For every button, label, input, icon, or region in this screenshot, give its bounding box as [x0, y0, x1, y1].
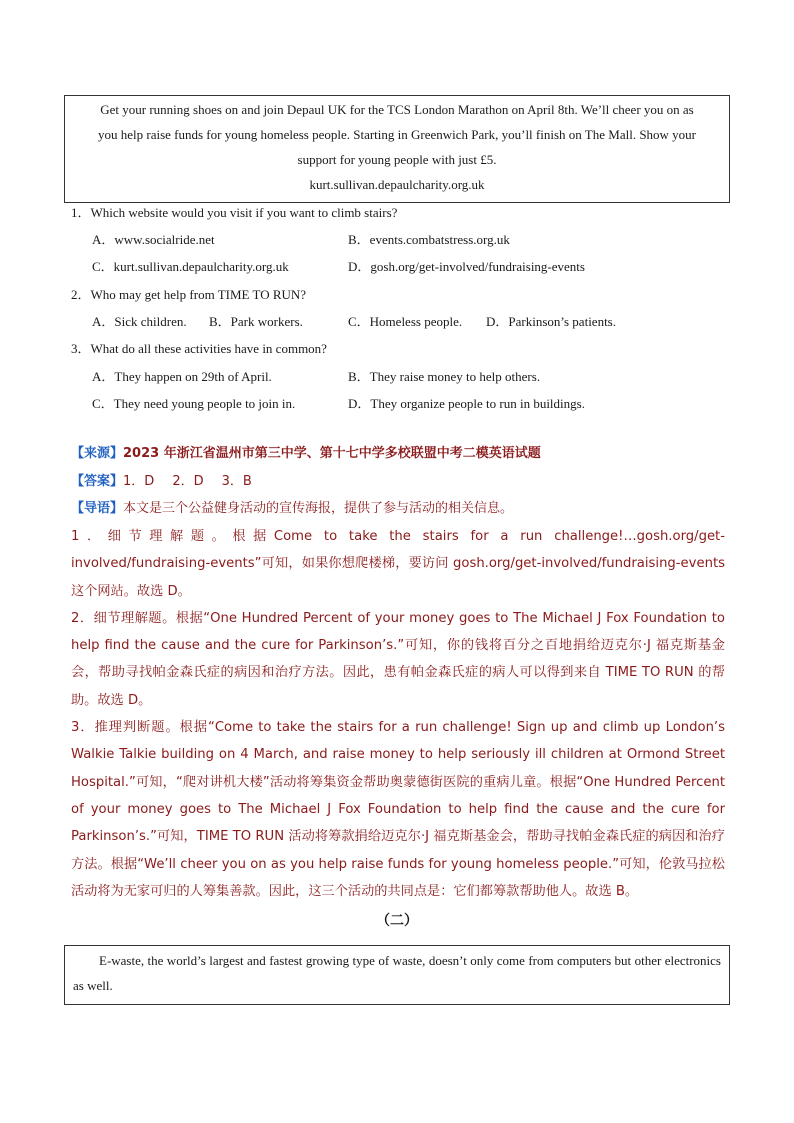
source-tag: 【来源】: [71, 446, 124, 461]
guide-text: 本文是三个公益健身活动的宣传海报，提供了参与活动的相关信息。: [123, 501, 514, 516]
question-1-option-c: C．kurt.sullivan.depaulcharity.org.uk: [92, 259, 289, 274]
guide-tag: 【导语】: [71, 501, 124, 516]
analysis-block: [71, 523, 725, 905]
question-3-option-a: A．They happen on 29th of April.: [92, 369, 272, 384]
question-2-option-c: C．Homeless people.: [348, 314, 463, 329]
question-3-option-d: D．They organize people to run in buildings.: [348, 396, 585, 411]
passage-text: E-waste, the world’s largest and fastest growing type of waste, doesn’t only come from computers but other electronics as well.: [73, 953, 721, 993]
answer-item-1: 1．D: [123, 474, 155, 489]
question-1-stem: 1．Which website would you visit if you want to climb stairs?: [71, 205, 398, 220]
question-2-option-b: B．Park workers.: [209, 314, 303, 329]
question-3-option-b: B．They raise money to help others.: [348, 369, 541, 384]
question-2-option-d: D．Parkinson’s patients.: [486, 314, 616, 329]
analysis-item-1: 1．细节理解题。根据Come to take the stairs for a run challenge!…gosh.org/get-involved/fundraising-events”可知，如果你想爬楼梯，要访问 gosh.org/get-involved/fundraising-events 这个网站。故选 D。: [71, 529, 725, 599]
ad-line-1: Get your running shoes on and join Depaul UK for the TCS London Marathon on April 8th. We’ll cheer you on as: [100, 102, 694, 117]
guide-line: [71, 500, 513, 518]
question-2-stem: 2．Who may get help from TIME TO RUN?: [71, 287, 307, 302]
answer-item-2: 2．D: [172, 474, 204, 489]
analysis-item-2: 2．细节理解题。根据“One Hundred Percent of your money goes to The Michael J Fox Foundation to help find the cause and the cure for Parkinson’s.”可知，你的钱将百分之百地捐给迈克尔·J 福克斯基金会，帮助寻找帕金森氏症的病因和治疗方法。因此，患有帕金森氏症的病人可以得到来自 TIME TO RUN 的帮助。故选 D。: [71, 610, 725, 708]
answer-tag: 【答案】: [71, 474, 124, 489]
advertisement-box: [64, 95, 730, 203]
question-1-option-a: A．www.socialride.net: [92, 232, 215, 247]
analysis-item-3: 3．推理判断题。根据“Come to take the stairs for a run challenge! Sign up and climb up London’s Walkie Talkie building on 4 March, and raise money to help seriously ill children at Ormond Street Hospital.”可知，“爬对讲机大楼”活动将筹集资金帮助奥蒙德街医院的重病儿童。根据“One Hundred Percent of your money goes to The Michael J Fox Foundation to help find the cause and the cure for Parkinson’s.”可知，TIME TO RUN 活动将筹款捐给迈克尔·J 福克斯基金会，帮助寻找帕金森氏症的病因和治疗方法。根据“We’ll cheer you on as you help raise funds for young homeless people.”可知，伦敦马拉松活动将为无家可归的人筹集善款。因此，这三个活动的共同点是：它们都筹款帮助他人。故选 B。: [71, 720, 725, 899]
question-1-option-d: D．gosh.org/get-involved/fundraising-events: [348, 259, 585, 274]
answer-line: [71, 473, 270, 491]
ad-url: kurt.sullivan.depaulcharity.org.uk: [309, 177, 485, 192]
question-3-stem: 3．What do all these activities have in common?: [71, 341, 327, 356]
answer-item-3: 3．B: [221, 474, 252, 489]
question-2-option-a: A．Sick children.: [92, 314, 187, 329]
section-title: （二）: [376, 913, 418, 929]
source-line: [71, 445, 541, 463]
ad-line-3: support for young people with just £5.: [297, 152, 497, 167]
question-1-option-b: B．events.combatstress.org.uk: [348, 232, 510, 247]
passage-box: [64, 945, 730, 1005]
ad-line-2: you help raise funds for young homeless people. Starting in Greenwich Park, you’ll finish on The Mall. Show your: [97, 127, 697, 142]
source-text: 2023 年浙江省温州市第三中学、第十七中学多校联盟中考二模英语试题: [123, 446, 541, 461]
question-3-option-c: C．They need young people to join in.: [92, 396, 296, 411]
